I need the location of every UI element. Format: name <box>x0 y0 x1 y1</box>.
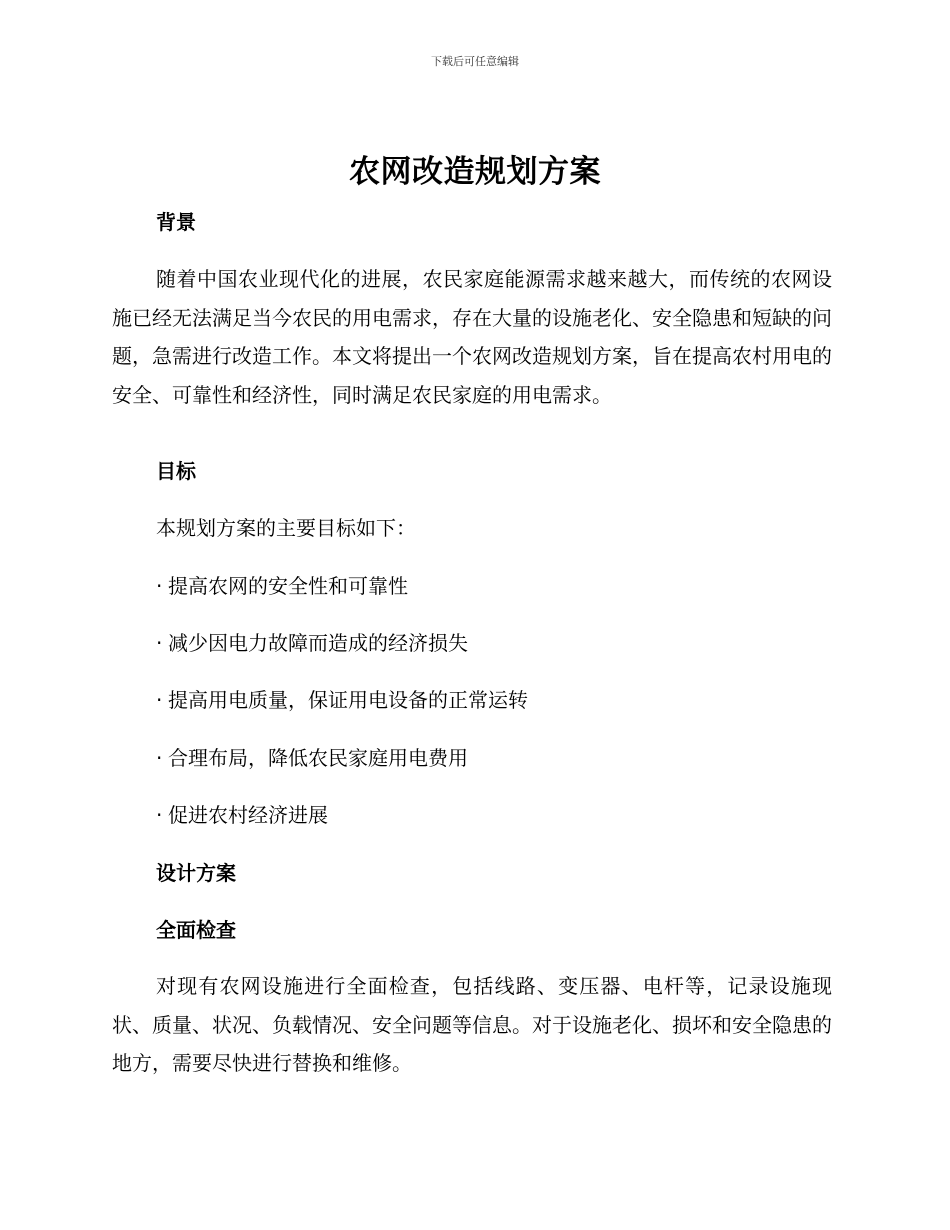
page-header-note: 下载后可任意编辑 <box>431 55 519 68</box>
document-title: 农网改造规划方案 <box>349 154 601 190</box>
goal-list-item <box>156 801 328 829</box>
bullet-marker: · <box>156 574 163 598</box>
bullet-marker: · <box>156 746 163 770</box>
section-heading-goals: 目标 <box>156 459 196 483</box>
goal-list-item <box>156 572 408 600</box>
goal-text: 促进农村经济进展 <box>168 803 328 827</box>
goal-text: 减少因电力故障而造成的经济损失 <box>168 631 468 655</box>
bullet-marker: · <box>156 803 163 827</box>
goal-list-item <box>156 686 528 714</box>
goals-intro: 本规划方案的主要目标如下： <box>156 516 416 540</box>
bullet-marker: · <box>156 688 163 712</box>
goal-text: 合理布局，降低农民家庭用电费用 <box>168 746 468 770</box>
background-paragraph: 随着中国农业现代化的进展，农民家庭能源需求越来越大，而传统的农网设施已经无法满足当今农民的用电需求，存在大量的设施老化、安全隐患和短缺的问题，急需进行改造工作。本文将提出一个农网改造规划方案，旨在提高农村用电的安全、可靠性和经济性，同时满足农民家庭的用电需求。 <box>112 267 832 407</box>
goal-list-item <box>156 629 468 657</box>
bullet-marker: · <box>156 631 163 655</box>
goal-text: 提高农网的安全性和可靠性 <box>168 574 408 598</box>
section-heading-background: 背景 <box>156 210 196 234</box>
goal-text: 提高用电质量，保证用电设备的正常运转 <box>168 688 528 712</box>
section-heading-design: 设计方案 <box>156 861 236 885</box>
goal-list-item <box>156 744 468 772</box>
inspection-paragraph: 对现有农网设施进行全面检查，包括线路、变压器、电杆等，记录设施现状、质量、状况、负载情况、安全问题等信息。对于设施老化、损坏和安全隐患的地方，需要尽快进行替换和维修。 <box>112 974 832 1075</box>
subsection-heading-inspection: 全面检查 <box>156 918 236 942</box>
